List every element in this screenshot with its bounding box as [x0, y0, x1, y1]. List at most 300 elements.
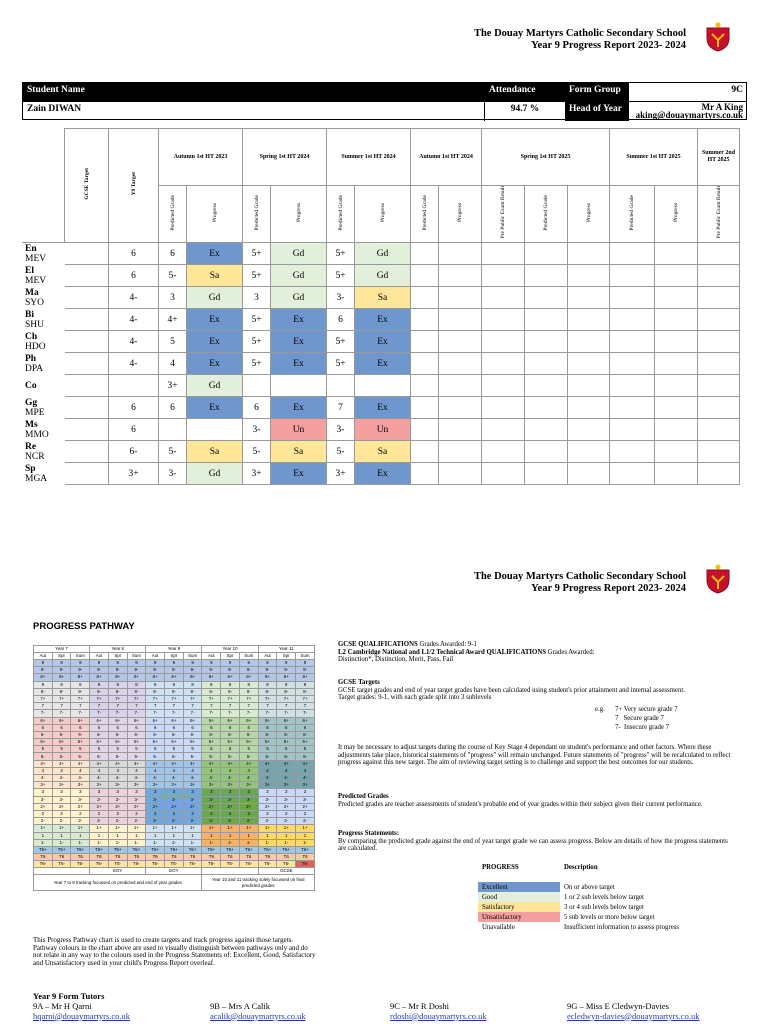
pathway-cell: 9-: [296, 667, 315, 674]
pathway-cell: 1+: [258, 825, 277, 832]
empty-cell: [525, 243, 568, 265]
pathway-cell: 6: [258, 724, 277, 731]
legend-label: Unavailable: [478, 922, 560, 932]
progress-cell: Ex: [355, 397, 411, 419]
pathway-cell: 7: [239, 703, 258, 710]
pathway-cell: 7+: [127, 695, 146, 702]
pathway-cell: 4+: [165, 760, 184, 767]
pathway-cell: 9: [239, 660, 258, 667]
predicted-grade-cell: 5-: [159, 441, 187, 463]
pathway-cell: 1-: [34, 839, 53, 846]
legend-row: [478, 902, 728, 912]
group-summer2-2025: Summer 2nd HT 2025: [698, 129, 740, 186]
pathway-cell: 4: [277, 767, 296, 774]
legend-label: Satisfactory: [478, 902, 560, 912]
pathway-cell: T6-: [183, 861, 202, 868]
pathway-cell: 8: [239, 681, 258, 688]
pathway-cell: 6-: [258, 731, 277, 738]
empty-cell: [482, 309, 525, 331]
pathway-cell: 5-: [277, 753, 296, 760]
pathway-cell: 3+: [221, 782, 240, 789]
legend-description: 5 sub levels or more below target: [564, 913, 655, 921]
pathway-cell: 2+: [108, 803, 127, 810]
progress-statements-heading: Progress Statements:: [338, 830, 400, 837]
pathway-cell: 7-: [71, 710, 90, 717]
pathway-cell: 8: [52, 681, 71, 688]
sub-progress: Progress: [187, 186, 243, 243]
empty-cell: [439, 375, 482, 397]
pathway-cell: 3+: [108, 782, 127, 789]
pathway-cell: 3: [52, 789, 71, 796]
pathway-cell: 2: [165, 810, 184, 817]
pathway-cell: 5-: [90, 753, 109, 760]
pathway-term-header: Spr: [165, 653, 184, 660]
empty-cell: [411, 419, 439, 441]
grade-row: [23, 309, 740, 331]
empty-cell: [439, 463, 482, 485]
legend-col-description: Description: [564, 864, 598, 871]
pathway-cell: 8+: [146, 674, 165, 681]
empty-cell: [568, 243, 610, 265]
pathway-footer-cell: EOY: [146, 868, 202, 875]
predicted-grade-cell: 5+: [243, 309, 271, 331]
pathway-cell: 7-: [258, 710, 277, 717]
empty-cell: [698, 441, 740, 463]
pathway-cell: T6-: [221, 861, 240, 868]
pathway-cell: 4+: [108, 760, 127, 767]
teacher-code: DPA: [25, 363, 44, 374]
grade-row: [23, 375, 740, 397]
pathway-cell: T6: [146, 854, 165, 861]
pathway-cell: 9: [165, 660, 184, 667]
empty-cell: [411, 375, 439, 397]
pathway-cell: 2+: [165, 803, 184, 810]
pathway-cell: 1-: [296, 839, 315, 846]
empty-cell: [482, 463, 525, 485]
group-spring-2025: Spring 1st HT 2025: [482, 129, 610, 186]
predicted-grade-cell: 5+: [243, 265, 271, 287]
subject-code: Bi: [25, 309, 34, 320]
grades-table: [22, 128, 740, 485]
predicted-grade-cell: 5+: [327, 353, 355, 375]
corner-cell: [23, 129, 65, 243]
pathway-cell: 4-: [71, 775, 90, 782]
pathway-cell: T6: [277, 854, 296, 861]
pathway-term-header: Spr: [277, 653, 296, 660]
pathway-cell: 8: [146, 681, 165, 688]
tutor-email-link[interactable]: ecledwyn-davies@douaymartyrs.co.uk: [567, 1010, 700, 1021]
progress-cell: Gd: [355, 265, 411, 287]
empty-cell: [610, 331, 655, 353]
gcse-target-cell: [65, 419, 109, 441]
teacher-code: MGA: [25, 473, 48, 484]
pathway-cell: 7-: [165, 710, 184, 717]
empty-cell: [411, 331, 439, 353]
pathway-term-header: Aut: [202, 653, 221, 660]
pathway-cell: 6+: [127, 717, 146, 724]
pathway-cell: 8: [183, 681, 202, 688]
pathway-cell: 5+: [71, 739, 90, 746]
pathway-cell: 9-: [90, 667, 109, 674]
progress-legend: [478, 864, 728, 932]
pathway-year-header: Year 8: [90, 646, 146, 653]
tutor-name: 9A – Mr H Qarni: [33, 1001, 92, 1011]
sub-progress: Progress: [439, 186, 482, 243]
predicted-block: [338, 793, 732, 808]
pathway-cell: T6+: [127, 846, 146, 853]
empty-cell: [655, 463, 698, 485]
empty-cell: [610, 287, 655, 309]
subject-cell: [23, 419, 65, 441]
pathway-cell: 3-: [108, 796, 127, 803]
pathway-cell: 4-: [183, 775, 202, 782]
grade-row: [23, 265, 740, 287]
pathway-cell: 7: [146, 703, 165, 710]
pathway-cell: T6-: [34, 861, 53, 868]
pathway-cell: T6: [296, 854, 315, 861]
pathway-cell: 3+: [239, 782, 258, 789]
pathway-cell: 1: [202, 832, 221, 839]
tutors-heading: Year 9 Form Tutors: [33, 991, 105, 1001]
y9-target-cell: 6: [109, 265, 159, 287]
pathway-cell: 2: [202, 810, 221, 817]
pathway-cell: 1+: [296, 825, 315, 832]
subject-code: En: [25, 243, 37, 254]
pathway-cell: 3: [277, 789, 296, 796]
report-title: Year 9 Progress Report 2023- 2024: [531, 583, 686, 594]
tutor-name: 9B – Mrs A Calik: [210, 1001, 270, 1011]
pathway-cell: 9-: [183, 667, 202, 674]
pathway-cell: 8-: [296, 688, 315, 695]
empty-cell: [568, 419, 610, 441]
pathway-cell: 5-: [165, 753, 184, 760]
pathway-cell: 7: [108, 703, 127, 710]
pathway-cell: T6: [165, 854, 184, 861]
group-summer-2024: Summer 1st HT 2024: [327, 129, 411, 186]
pathway-cell: 9: [127, 660, 146, 667]
pathway-cell: 8+: [258, 674, 277, 681]
subject-cell: [23, 331, 65, 353]
gcse-target-cell: [65, 353, 109, 375]
predicted-grade-cell: 6: [159, 243, 187, 265]
pathway-cell: T6: [183, 854, 202, 861]
pathway-cell: T6+: [165, 846, 184, 853]
legend-label: Unsatisfactory: [478, 912, 560, 922]
pathway-footnote: Year 10 and 11 tracking solely focussed on final predicted grades: [202, 875, 315, 891]
pathway-cell: 8-: [258, 688, 277, 695]
pathway-cell: 7: [127, 703, 146, 710]
pathway-cell: 7: [90, 703, 109, 710]
empty-cell: [655, 287, 698, 309]
empty-cell: [655, 419, 698, 441]
pathway-cell: 6: [277, 724, 296, 731]
school-crest-icon: [704, 22, 732, 52]
pathway-cell: T6+: [34, 846, 53, 853]
pathway-cell: T6-: [146, 861, 165, 868]
pathway-cell: 5+: [221, 739, 240, 746]
pathway-cell: 2+: [146, 803, 165, 810]
pathway-cell: 6: [127, 724, 146, 731]
progress-cell: Ex: [187, 331, 243, 353]
empty-cell: [482, 375, 525, 397]
pathway-cell: 1: [146, 832, 165, 839]
pathway-cell: 4: [202, 767, 221, 774]
pathway-cell: T6: [108, 854, 127, 861]
pathway-cell: 5-: [221, 753, 240, 760]
targets-heading: GCSE Targets: [338, 679, 380, 686]
pathway-cell: 5+: [127, 739, 146, 746]
pathway-cell: 5+: [90, 739, 109, 746]
pathway-cell: 6-: [202, 731, 221, 738]
predicted-grade-cell: 4+: [159, 309, 187, 331]
empty-cell: [655, 397, 698, 419]
pathway-cell: 4+: [52, 760, 71, 767]
pathway-cell: 4+: [71, 760, 90, 767]
pathway-cell: 6-: [108, 731, 127, 738]
pathway-cell: 3: [127, 789, 146, 796]
progress-cell: Gd: [187, 375, 243, 397]
pathway-cell: 4+: [296, 760, 315, 767]
progress-cell: [187, 419, 243, 441]
pathway-cell: 8+: [52, 674, 71, 681]
form-group-value: 9C: [731, 85, 743, 95]
pathway-cell: 6: [108, 724, 127, 731]
tutor-email-link[interactable]: acalik@douaymartyrs.co.uk: [210, 1010, 306, 1021]
sub-pg: Predicted Grade: [159, 186, 187, 243]
pathway-cell: 8+: [296, 674, 315, 681]
pathway-cell: 1: [258, 832, 277, 839]
pathway-cell: 4: [52, 767, 71, 774]
pathway-cell: 5: [221, 746, 240, 753]
pathway-cell: 6: [34, 724, 53, 731]
pathway-cell: 1: [90, 832, 109, 839]
pathway-cell: 5+: [34, 739, 53, 746]
pathway-cell: 9: [221, 660, 240, 667]
empty-cell: [655, 309, 698, 331]
pathway-cell: 9-: [108, 667, 127, 674]
pathway-term-header: Sum: [296, 653, 315, 660]
gcse-target-cell: [65, 375, 109, 397]
empty-cell: [698, 309, 740, 331]
pathway-cell: 7: [296, 703, 315, 710]
pathway-cell: 7: [71, 703, 90, 710]
school-header-2: [474, 571, 686, 595]
pathway-cell: 6+: [277, 717, 296, 724]
pathway-cell: 5: [239, 746, 258, 753]
progress-cell: Gd: [187, 287, 243, 309]
tutor-entry: [567, 1002, 699, 1021]
pathway-cell: T6+: [239, 846, 258, 853]
empty-cell: [525, 353, 568, 375]
pathway-cell: 5+: [202, 739, 221, 746]
sub-pg: Predicted Grade: [411, 186, 439, 243]
pathway-cell: 4: [71, 767, 90, 774]
pathway-cell: 4: [239, 767, 258, 774]
pathway-cell: 9: [202, 660, 221, 667]
pathway-cell: 6: [221, 724, 240, 731]
tutor-email-link[interactable]: hqarni@douaymartyrs.co.uk: [33, 1010, 131, 1021]
empty-cell: [568, 441, 610, 463]
pathway-cell: 1+: [221, 825, 240, 832]
empty-cell: [482, 243, 525, 265]
y9-target-cell: 6: [109, 397, 159, 419]
empty-cell: [525, 397, 568, 419]
col-y9-target: Y9 Target: [109, 129, 159, 243]
empty-cell: [610, 441, 655, 463]
pathway-cell: 3: [71, 789, 90, 796]
empty-cell: [439, 419, 482, 441]
pathway-cell: 2-: [90, 818, 109, 825]
pathway-cell: 4+: [239, 760, 258, 767]
pathway-cell: 6+: [52, 717, 71, 724]
legend-description: On or above target: [564, 883, 615, 891]
progress-cell: [271, 375, 327, 397]
pathway-cell: 8-: [239, 688, 258, 695]
sub-pg: Predicted Grade: [525, 186, 568, 243]
pathway-cell: 6+: [146, 717, 165, 724]
group-autumn-2024: Autumn 1st HT 2024: [411, 129, 482, 186]
pathway-cell: 6-: [71, 731, 90, 738]
subject-code: Co: [25, 380, 37, 391]
pathway-cell: 8: [277, 681, 296, 688]
pathway-cell: 1+: [239, 825, 258, 832]
progress-cell: Ex: [187, 309, 243, 331]
pathway-cell: 6-: [146, 731, 165, 738]
pathway-cell: 2-: [296, 818, 315, 825]
pathway-cell: 8+: [221, 674, 240, 681]
pathway-cell: 6-: [183, 731, 202, 738]
sub-ppe: Pre Public Exam Result: [698, 186, 740, 243]
pathway-cell: 2+: [296, 803, 315, 810]
subject-cell: [23, 441, 65, 463]
student-info-bar: [22, 82, 747, 120]
pathway-cell: 2: [221, 810, 240, 817]
empty-cell: [568, 331, 610, 353]
gcse-target-cell: [65, 331, 109, 353]
pathway-cell: 2-: [258, 818, 277, 825]
pathway-year-header: Year 9: [146, 646, 202, 653]
pathway-cell: 2+: [258, 803, 277, 810]
pathway-cell: 3+: [183, 782, 202, 789]
pathway-term-header: Aut: [34, 653, 53, 660]
sub-progress: Progress: [568, 186, 610, 243]
empty-cell: [610, 397, 655, 419]
empty-cell: [655, 375, 698, 397]
pathway-cell: 8: [202, 681, 221, 688]
pathway-cell: 8: [34, 681, 53, 688]
pathway-cell: 7-: [146, 710, 165, 717]
pathway-cell: 5: [71, 746, 90, 753]
progress-cell: Sa: [187, 441, 243, 463]
empty-cell: [411, 463, 439, 485]
pathway-cell: 1-: [71, 839, 90, 846]
empty-cell: [698, 419, 740, 441]
tutor-email-link[interactable]: rdoshi@douaymartyrs.co.uk: [390, 1010, 487, 1021]
y9-target-cell: 6: [109, 419, 159, 441]
empty-cell: [610, 265, 655, 287]
pathway-cell: 2-: [165, 818, 184, 825]
pathway-cell: 2+: [183, 803, 202, 810]
pathway-cell: 3+: [258, 782, 277, 789]
pathway-cell: 1-: [146, 839, 165, 846]
empty-cell: [439, 243, 482, 265]
pathway-cell: 2-: [52, 818, 71, 825]
empty-cell: [525, 419, 568, 441]
pathway-cell: 2: [183, 810, 202, 817]
pathway-cell: 9: [183, 660, 202, 667]
predicted-grade-cell: 3-: [243, 419, 271, 441]
progress-pathway-chart: [33, 645, 315, 891]
pathway-cell: 3: [183, 789, 202, 796]
predicted-grade-cell: 5+: [327, 265, 355, 287]
progress-cell: Ex: [355, 309, 411, 331]
pathway-cell: 6-: [165, 731, 184, 738]
pathway-cell: 8+: [165, 674, 184, 681]
head-of-year-name: Mr A King: [701, 102, 743, 112]
pathway-cell: 6: [90, 724, 109, 731]
pathway-cell: 2: [127, 810, 146, 817]
subject-cell: [23, 243, 65, 265]
pathway-cell: 2+: [239, 803, 258, 810]
pathway-cell: 1: [165, 832, 184, 839]
progress-cell: Ex: [187, 353, 243, 375]
pathway-cell: 7-: [296, 710, 315, 717]
student-name-value: Zain DIWAN: [23, 102, 485, 121]
pathway-cell: 5-: [296, 753, 315, 760]
empty-cell: [525, 375, 568, 397]
progress-cell: Gd: [187, 463, 243, 485]
pathway-cell: 1+: [127, 825, 146, 832]
empty-cell: [698, 243, 740, 265]
pathway-cell: T6+: [258, 846, 277, 853]
group-autumn-2023: Autumn 1st HT 2023: [159, 129, 243, 186]
empty-cell: [439, 287, 482, 309]
progress-cell: Ex: [355, 463, 411, 485]
predicted-grade-cell: 6: [327, 309, 355, 331]
pathway-cell: 5+: [296, 739, 315, 746]
pathway-cell: 6: [165, 724, 184, 731]
gcse-target-cell: [65, 463, 109, 485]
pathway-cell: 5+: [183, 739, 202, 746]
pathway-cell: 1-: [127, 839, 146, 846]
gcse-target-cell: [65, 243, 109, 265]
pathway-cell: 2: [34, 810, 53, 817]
pathway-cell: 7-: [202, 710, 221, 717]
pathway-cell: 1+: [165, 825, 184, 832]
pathway-cell: 5-: [258, 753, 277, 760]
empty-cell: [525, 287, 568, 309]
pathway-cell: 2+: [202, 803, 221, 810]
pathway-cell: 2: [108, 810, 127, 817]
pathway-cell: 5: [277, 746, 296, 753]
subject-cell: [23, 375, 65, 397]
pathway-cell: 5: [52, 746, 71, 753]
progress-cell: Ex: [271, 463, 327, 485]
pathway-cell: 2-: [71, 818, 90, 825]
pathway-cell: 2+: [34, 803, 53, 810]
progress-statements-block: [338, 830, 732, 853]
pathway-cell: 2-: [183, 818, 202, 825]
group-spring-2024: Spring 1st HT 2024: [243, 129, 327, 186]
pathway-cell: 5: [296, 746, 315, 753]
empty-cell: [568, 397, 610, 419]
pathway-cell: 2: [258, 810, 277, 817]
progress-cell: Ex: [355, 331, 411, 353]
pathway-cell: 2: [277, 810, 296, 817]
pathway-cell: 3-: [34, 796, 53, 803]
progress-cell: Ex: [271, 331, 327, 353]
predicted-grade-cell: 3-: [327, 287, 355, 309]
